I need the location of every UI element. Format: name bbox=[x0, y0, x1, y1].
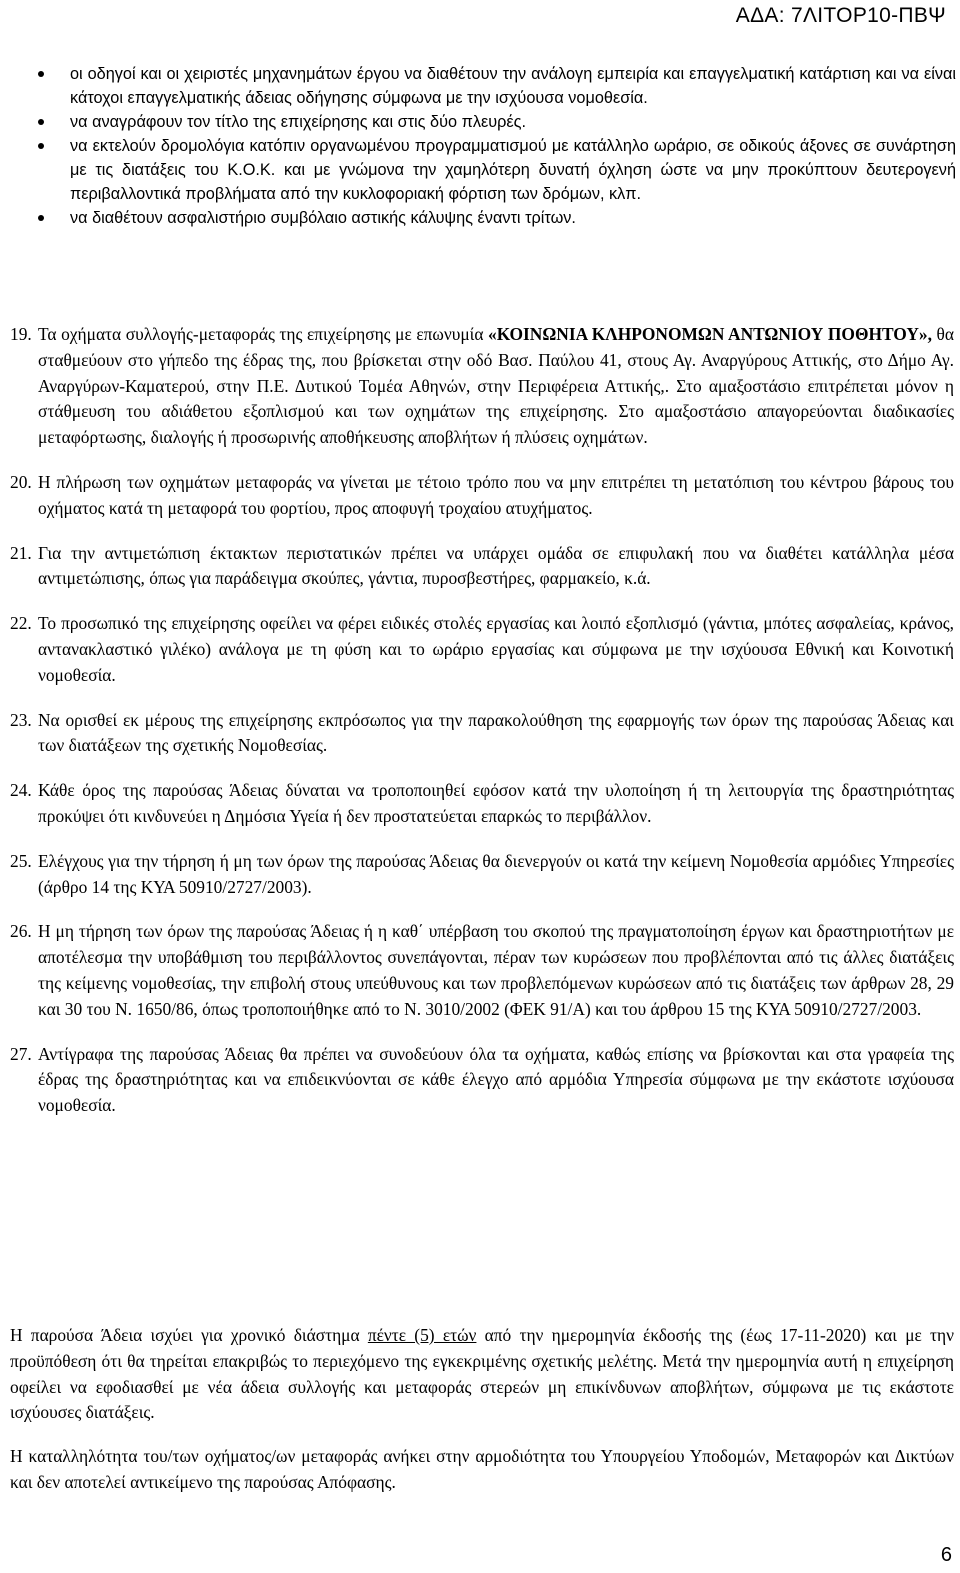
bullet-item: να εκτελούν δρομολόγια κατόπιν οργανωμένου προγραμματισμού με κατάλληλο ωράριο, σε οδικούς άξονες σε συνάρτηση με τις διατάξεις του Κ.Ο.Κ. και με γνώμονα την χαμηλότερη δυνατή όχληση ώστε να μην προκύπτουν δευτερογενή περιβαλλοντικά προβλήματα από την κυκλοφοριακή φόρτιση των δρόμων, κλπ. bbox=[38, 134, 956, 206]
item-text: Αντίγραφα της παρούσας Άδειας θα πρέπει να συνοδεύουν όλα τα οχήματα, καθώς επίσης να βρίσκονται και στα γραφεία της έδρας της δραστηριότητας και να επιδεικνύονται σε κάθε έλεγχο από αρμόδια Υπηρεσία σύμφωνα με την εκάστοτε ισχύουσα νομοθεσία. bbox=[38, 1043, 954, 1116]
item-number: 26. bbox=[10, 921, 32, 942]
paragraph-text: από την ημερομηνία έκδοσής της (έως 17-11-2020) και με την προϋπόθεση ότι θα τηρείται επακριβώς το περιεχόμενο της εγκεκριμένης σχετικής μελέτης. Μετά την ημερομηνία αυτή η επιχείρηση οφείλει να εφοδιασθεί με νέα άδεια συλλογής και μεταφοράς στερεών μη επικίνδυνων αποβλήτων, σύμφωνα με τις εκάστοτε ισχύουσες διατάξεις. bbox=[10, 1325, 955, 1423]
item-number: 20. bbox=[10, 471, 32, 492]
item-number: 27. bbox=[10, 1043, 32, 1064]
item-number: 24. bbox=[10, 780, 32, 801]
item-text: Τα οχήματα συλλογής-μεταφοράς της επιχείρησης με επωνυμία bbox=[38, 324, 489, 344]
item-text: Η μη τήρηση των όρων της παρούσας Άδειας ή η καθ΄ υπέρβαση του σκοπού της πραγματοποίηση έργων και δραστηριοτήτων με αποτέλεσμα την υποβάθμιση του περιβάλλοντος συνεπάγονται, πέραν των κυρώσεων που προβλέπονται από τις άλλες διατάξεις της κείμενης νομοθεσίας, την επιβολή στους υπεύθυνους και των προβλεπόμενων κυρώσεων από τις διατάξεις των άρθρων 28, 29 και 30 του Ν. 1650/86, όπως τροποποιήθηκε από το Ν. 3010/2002 (ΦΕΚ 91/Α) και του άρθρου 15 της ΚΥΑ 50910/2727/2003. bbox=[38, 921, 954, 1019]
item-text: Να ορισθεί εκ μέρους της επιχείρησης εκπρόσωπος για την παρακολούθηση της εφαρμογής των όρων της παρούσας Άδειας και των διατάξεων της σχετικής Νομοθεσίας. bbox=[38, 709, 954, 756]
bullet-item: να αναγράφουν τον τίτλο της επιχείρησης και στις δύο πλευρές. bbox=[38, 110, 956, 134]
document-code: ΑΔΑ: 7ΛΙΤΟΡ10-ΠΒΨ bbox=[735, 4, 946, 27]
item-number: 25. bbox=[10, 850, 32, 871]
item-number: 23. bbox=[10, 709, 32, 730]
condition-21 bbox=[10, 541, 954, 593]
paragraph-text: Η παρούσα Άδεια ισχύει για χρονικό διάστημα bbox=[10, 1325, 368, 1345]
condition-22 bbox=[10, 611, 954, 688]
item-text: θα σταθμεύουν στο γήπεδο της έδρας της, που βρίσκεται στην οδό Βασ. Παύλου 41, στους Αγ. Αναργύρους Αττικής, στο Δήμο Αγ. Αναργύρων-Καματερού, στην Π.Ε. Δυτικού Τομέα Αθηνών, στην Περιφέρεια Αττικής,. Στο αμαξοστάσιο επιτρέπεται μόνον η στάθμευση του αδιάθετου εξοπλισμού και των οχημάτων της επιχείρησης. Στο αμαξοστάσιο απαγορεύονται διαδικασίες μεταφόρτωσης, διαλογής ή προσωρινής αποθήκευσης αποβλήτων ή πλύσεις οχημάτων. bbox=[38, 324, 954, 448]
condition-20 bbox=[10, 470, 954, 522]
condition-19 bbox=[10, 322, 954, 451]
page-number: 6 bbox=[940, 1544, 952, 1566]
item-text: Η πλήρωση των οχημάτων μεταφοράς να γίνεται με τέτοιο τρόπο που να μην επιτρέπει τη μετατόπιση του κέντρου βάρους του οχήματος κατά τη μεταφορά του φορτίου, προς αποφυγή τροχαίου ατυχήματος. bbox=[38, 471, 954, 518]
closing-paragraphs bbox=[10, 1323, 954, 1514]
validity-paragraph bbox=[10, 1323, 954, 1426]
item-text: Ελέγχους για την τήρηση ή μη των όρων της παρούσας Άδειας θα διενεργούν οι κατά την κείμενη Νομοθεσία αρμόδιες Υπηρεσίες (άρθρο 14 της ΚΥΑ 50910/2727/2003). bbox=[38, 850, 954, 897]
condition-24 bbox=[10, 778, 954, 830]
bullet-item: να διαθέτουν ασφαλιστήριο συμβόλαιο αστικής κάλυψης έναντι τρίτων. bbox=[38, 206, 956, 230]
numbered-conditions bbox=[10, 322, 954, 1138]
item-text: Κάθε όρος της παρούσας Άδειας δύναται να τροποποιηθεί εφόσον κατά την υλοποίηση ή τη λειτουργία της δραστηριότητας προκύψει ότι κινδυνεύει η Δημόσια Υγεία ή δεν προστατεύεται επαρκώς το περιβάλλον. bbox=[38, 780, 954, 826]
validity-duration: πέντε (5) ετών bbox=[367, 1325, 477, 1345]
item-number: 21. bbox=[10, 542, 32, 563]
item-text: Το προσωπικό της επιχείρησης οφείλει να φέρει ειδικές στολές εργασίας και λοιπό εξοπλισμό (γάντια, μπότες ασφαλείας, κράνος, αντανακλαστικό γιλέκο) ανάλογα με τη φύση και το ωράριο εργασίας και σύμφωνα με την ισχύουσα Εθνική και Κοινοτική νομοθεσία. bbox=[38, 613, 954, 685]
condition-25 bbox=[10, 849, 954, 901]
item-number: 19. bbox=[10, 324, 32, 344]
company-name: «ΚΟΙΝΩΝΙΑ ΚΛΗΡΟΝΟΜΩΝ ΑΝΤΩΝΙΟΥ ΠΟΘΗΤΟΥ», bbox=[488, 324, 932, 344]
suitability-paragraph: Η καταλληλότητα του/των οχήματος/ων μεταφοράς ανήκει στην αρμοδιότητα του Υπουργείου Υποδομών, Μεταφορών και Δικτύων και δεν αποτελεί αντικείμενο της παρούσας Απόφασης. bbox=[10, 1446, 954, 1492]
condition-23 bbox=[10, 708, 954, 760]
condition-26 bbox=[10, 919, 954, 1022]
condition-27 bbox=[10, 1042, 954, 1119]
bullet-item: οι οδηγοί και οι χειριστές μηχανημάτων έργου να διαθέτουν την ανάλογη εμπειρία και επαγγελματική κατάρτιση και να είναι κάτοχοι επαγγελματικής άδειας οδήγησης σύμφωνα με την ισχύουσα νομοθεσία. bbox=[38, 62, 956, 110]
conditions-bullet-list bbox=[38, 62, 956, 230]
item-number: 22. bbox=[10, 613, 32, 634]
item-text: Για την αντιμετώπιση έκτακτων περιστατικών πρέπει να υπάρχει ομάδα σε επιφυλακή που να διαθέτει κατάλληλα μέσα αντιμετώπισης, όπως για παράδειγμα σκούπες, γάντια, πυροσβεστήρες, φαρμακείο, κ.ά. bbox=[38, 542, 954, 589]
